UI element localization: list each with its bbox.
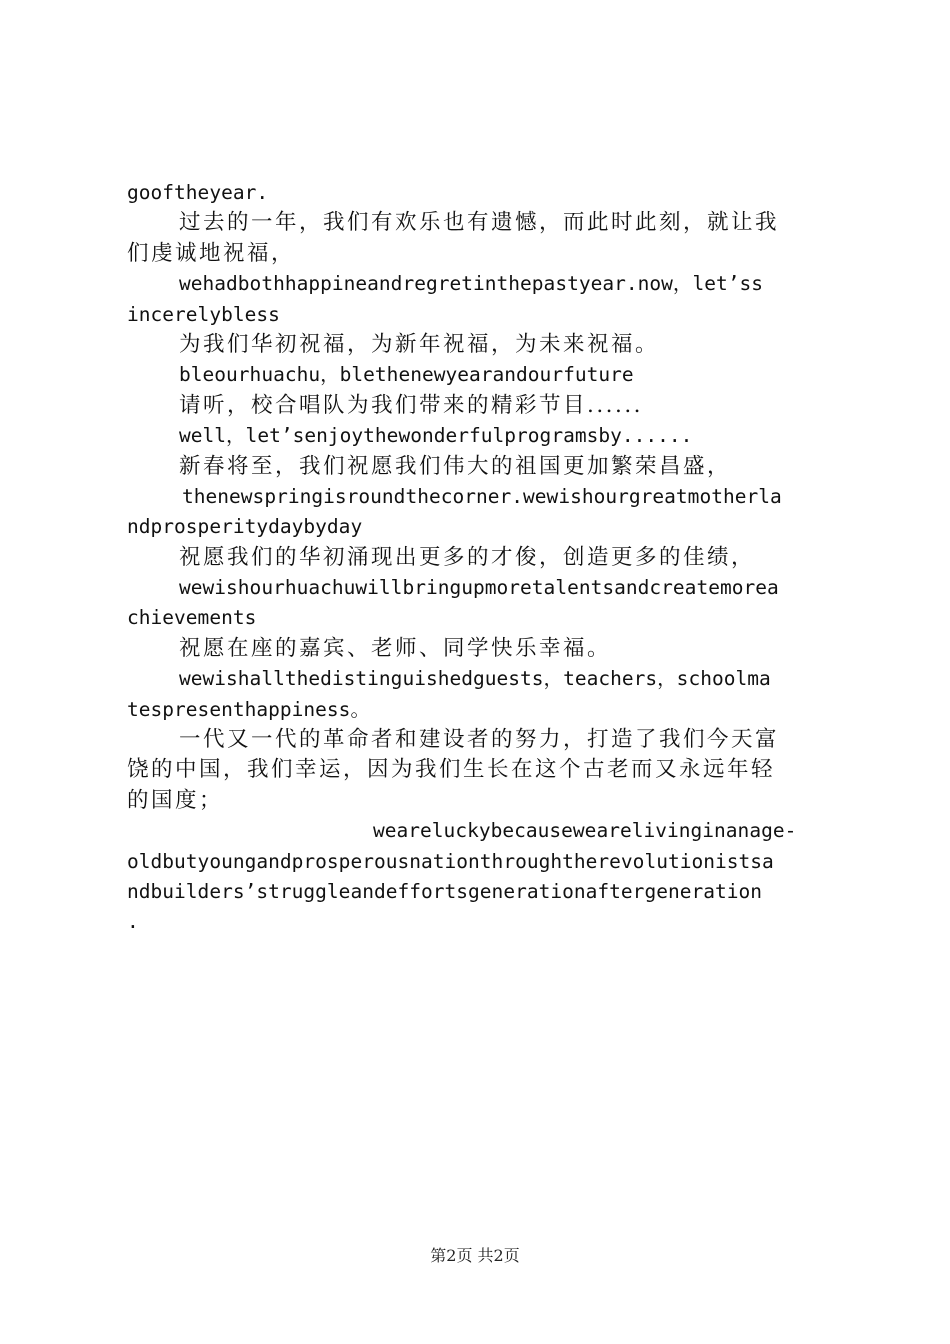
text-line: . xyxy=(127,910,139,934)
text-line: chievements xyxy=(127,606,257,630)
text-line: ndbuilders’struggleandeffortsgenerationaftergeneration xyxy=(127,879,763,903)
text-line: 的国度； xyxy=(127,787,224,813)
text-line: well，let’senjoythewonderfulprogramsby...... xyxy=(179,424,693,448)
text-line: incerelybless xyxy=(127,302,280,326)
text-line: gooftheyear. xyxy=(127,181,269,204)
page-number-footer: 第2页 共2页 xyxy=(430,1246,520,1265)
text-line: 为我们华初祝福，为新年祝福，为未来祝福。 xyxy=(179,331,660,357)
text-line: 饶的中国，我们幸运，因为我们生长在这个古老而又永远年轻 xyxy=(127,757,776,783)
text-line: 祝愿我们的华初涌现出更多的才俊，创造更多的佳绩， xyxy=(179,544,756,570)
text-line: ndprosperitydaybyday xyxy=(127,515,363,539)
text-line: tespresenthappiness。 xyxy=(127,697,370,721)
text-line: 过去的一年，我们有欢乐也有遗憾，而此时此刻，就让我 xyxy=(179,210,780,236)
text-line: wewishallthedistinguishedguests，teachers，schoolma xyxy=(179,667,771,691)
text-line: 新春将至，我们祝愿我们伟大的祖国更加繁荣昌盛， xyxy=(179,453,732,479)
text-line: weareluckybecausewearelivinginanage- xyxy=(373,819,797,843)
document-body xyxy=(127,178,832,938)
text-line: 祝愿在座的嘉宾、老师、同学快乐幸福。 xyxy=(179,635,612,661)
text-line: thenewspringisroundthecorner.wewishourgreatmotherla xyxy=(182,484,782,508)
text-line: 们虔诚地祝福， xyxy=(127,240,296,266)
text-line: wewishourhuachuwillbringupmoretalentsandcreatemorea xyxy=(179,576,779,600)
text-line: oldbutyoungandprosperousnationthroughtherevolutionistsa xyxy=(127,849,774,873)
text-line: 请听，校合唱队为我们带来的精彩节目...... xyxy=(179,392,644,418)
text-line: 一代又一代的革命者和建设者的努力，打造了我们今天富 xyxy=(179,727,780,753)
text-line: wehadbothhappineandregretinthepastyear.now，let’ss xyxy=(179,272,763,296)
text-line: bleourhuachu，blethenewyearandourfuture xyxy=(179,363,634,387)
